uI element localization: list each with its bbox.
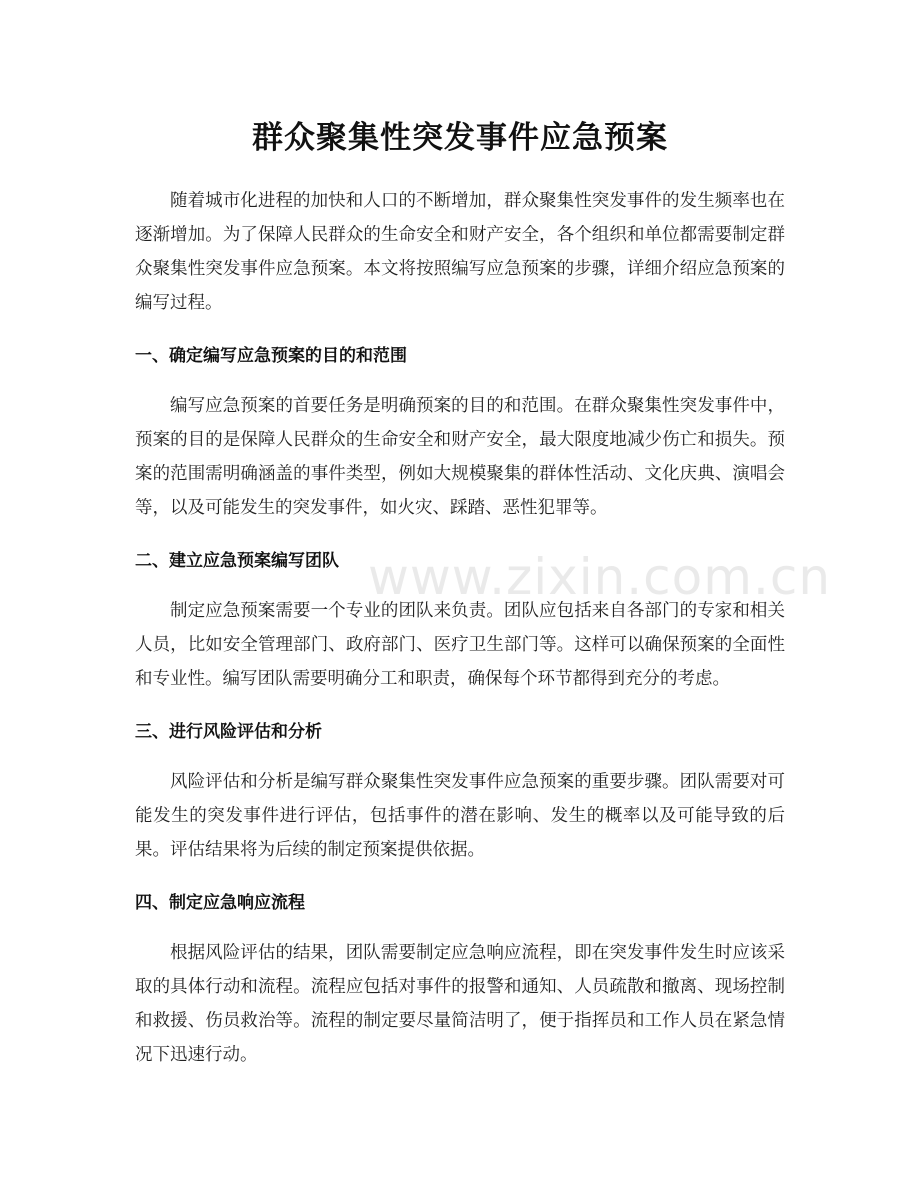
spacer [135, 373, 785, 389]
watermark-text: www.zixin.com.cn [368, 548, 832, 606]
section-3-paragraph: 风险评估和分析是编写群众聚集性突发事件应急预案的重要步骤。团队需要对可能发生的突发事件进行评估，包括事件的潜在影响、发生的概率以及可能导致的后果。评估结果将为后续的制定预案提供依据。 [135, 772, 785, 860]
spacer [135, 578, 785, 594]
section-4-heading: 四、制定应急响应流程 [135, 893, 305, 913]
spacer [135, 749, 785, 765]
spacer [135, 696, 785, 715]
spacer [135, 867, 785, 886]
spacer [135, 320, 785, 339]
spacer [135, 920, 785, 936]
section-2-paragraph: 制定应急预案需要一个专业的团队来负责。团队应包括来自各部门的专家和相关人员，比如安全管理部门、政府部门、医疗卫生部门等。这样可以确保预案的全面性和专业性。编写团队需要明确分工和职责，确保每个环节都得到充分的考虑。 [135, 601, 785, 689]
section-1-paragraph: 编写应急预案的首要任务是明确预案的目的和范围。在群众聚集性突发事件中，预案的目的是保障人民群众的生命安全和财产安全，最大限度地减少伤亡和损失。预案的范围需明确涵盖的事件类型，例如大规模聚集的群体性活动、文化庆典、演唱会等，以及可能发生的突发事件，如火灾、踩踏、恶性犯罪等。 [135, 396, 785, 518]
section-2-heading: 二、建立应急预案编写团队 [135, 551, 339, 571]
section-4-paragraph: 根据风险评估的结果，团队需要制定应急响应流程，即在突发事件发生时应该采取的具体行动和流程。流程应包括对事件的报警和通知、人员疏散和撤离、现场控制和救援、伤员救治等。流程的制定要尽量简洁明了，便于指挥员和工作人员在紧急情况下迅速行动。 [135, 943, 785, 1065]
document-title: 群众聚集性突发事件应急预案 [252, 120, 668, 156]
intro-paragraph: 随着城市化进程的加快和人口的不断增加，群众聚集性突发事件的发生频率也在逐渐增加。为了保障人民群众的生命安全和财产安全，各个组织和单位都需要制定群众聚集性突发事件应急预案。本文将按照编写应急预案的步骤，详细介绍应急预案的编写过程。 [135, 191, 785, 313]
spacer [135, 525, 785, 544]
section-3-heading: 三、进行风险评估和分析 [135, 722, 322, 742]
document-body [135, 184, 785, 1072]
section-1-heading: 一、确定编写应急预案的目的和范围 [135, 346, 407, 366]
